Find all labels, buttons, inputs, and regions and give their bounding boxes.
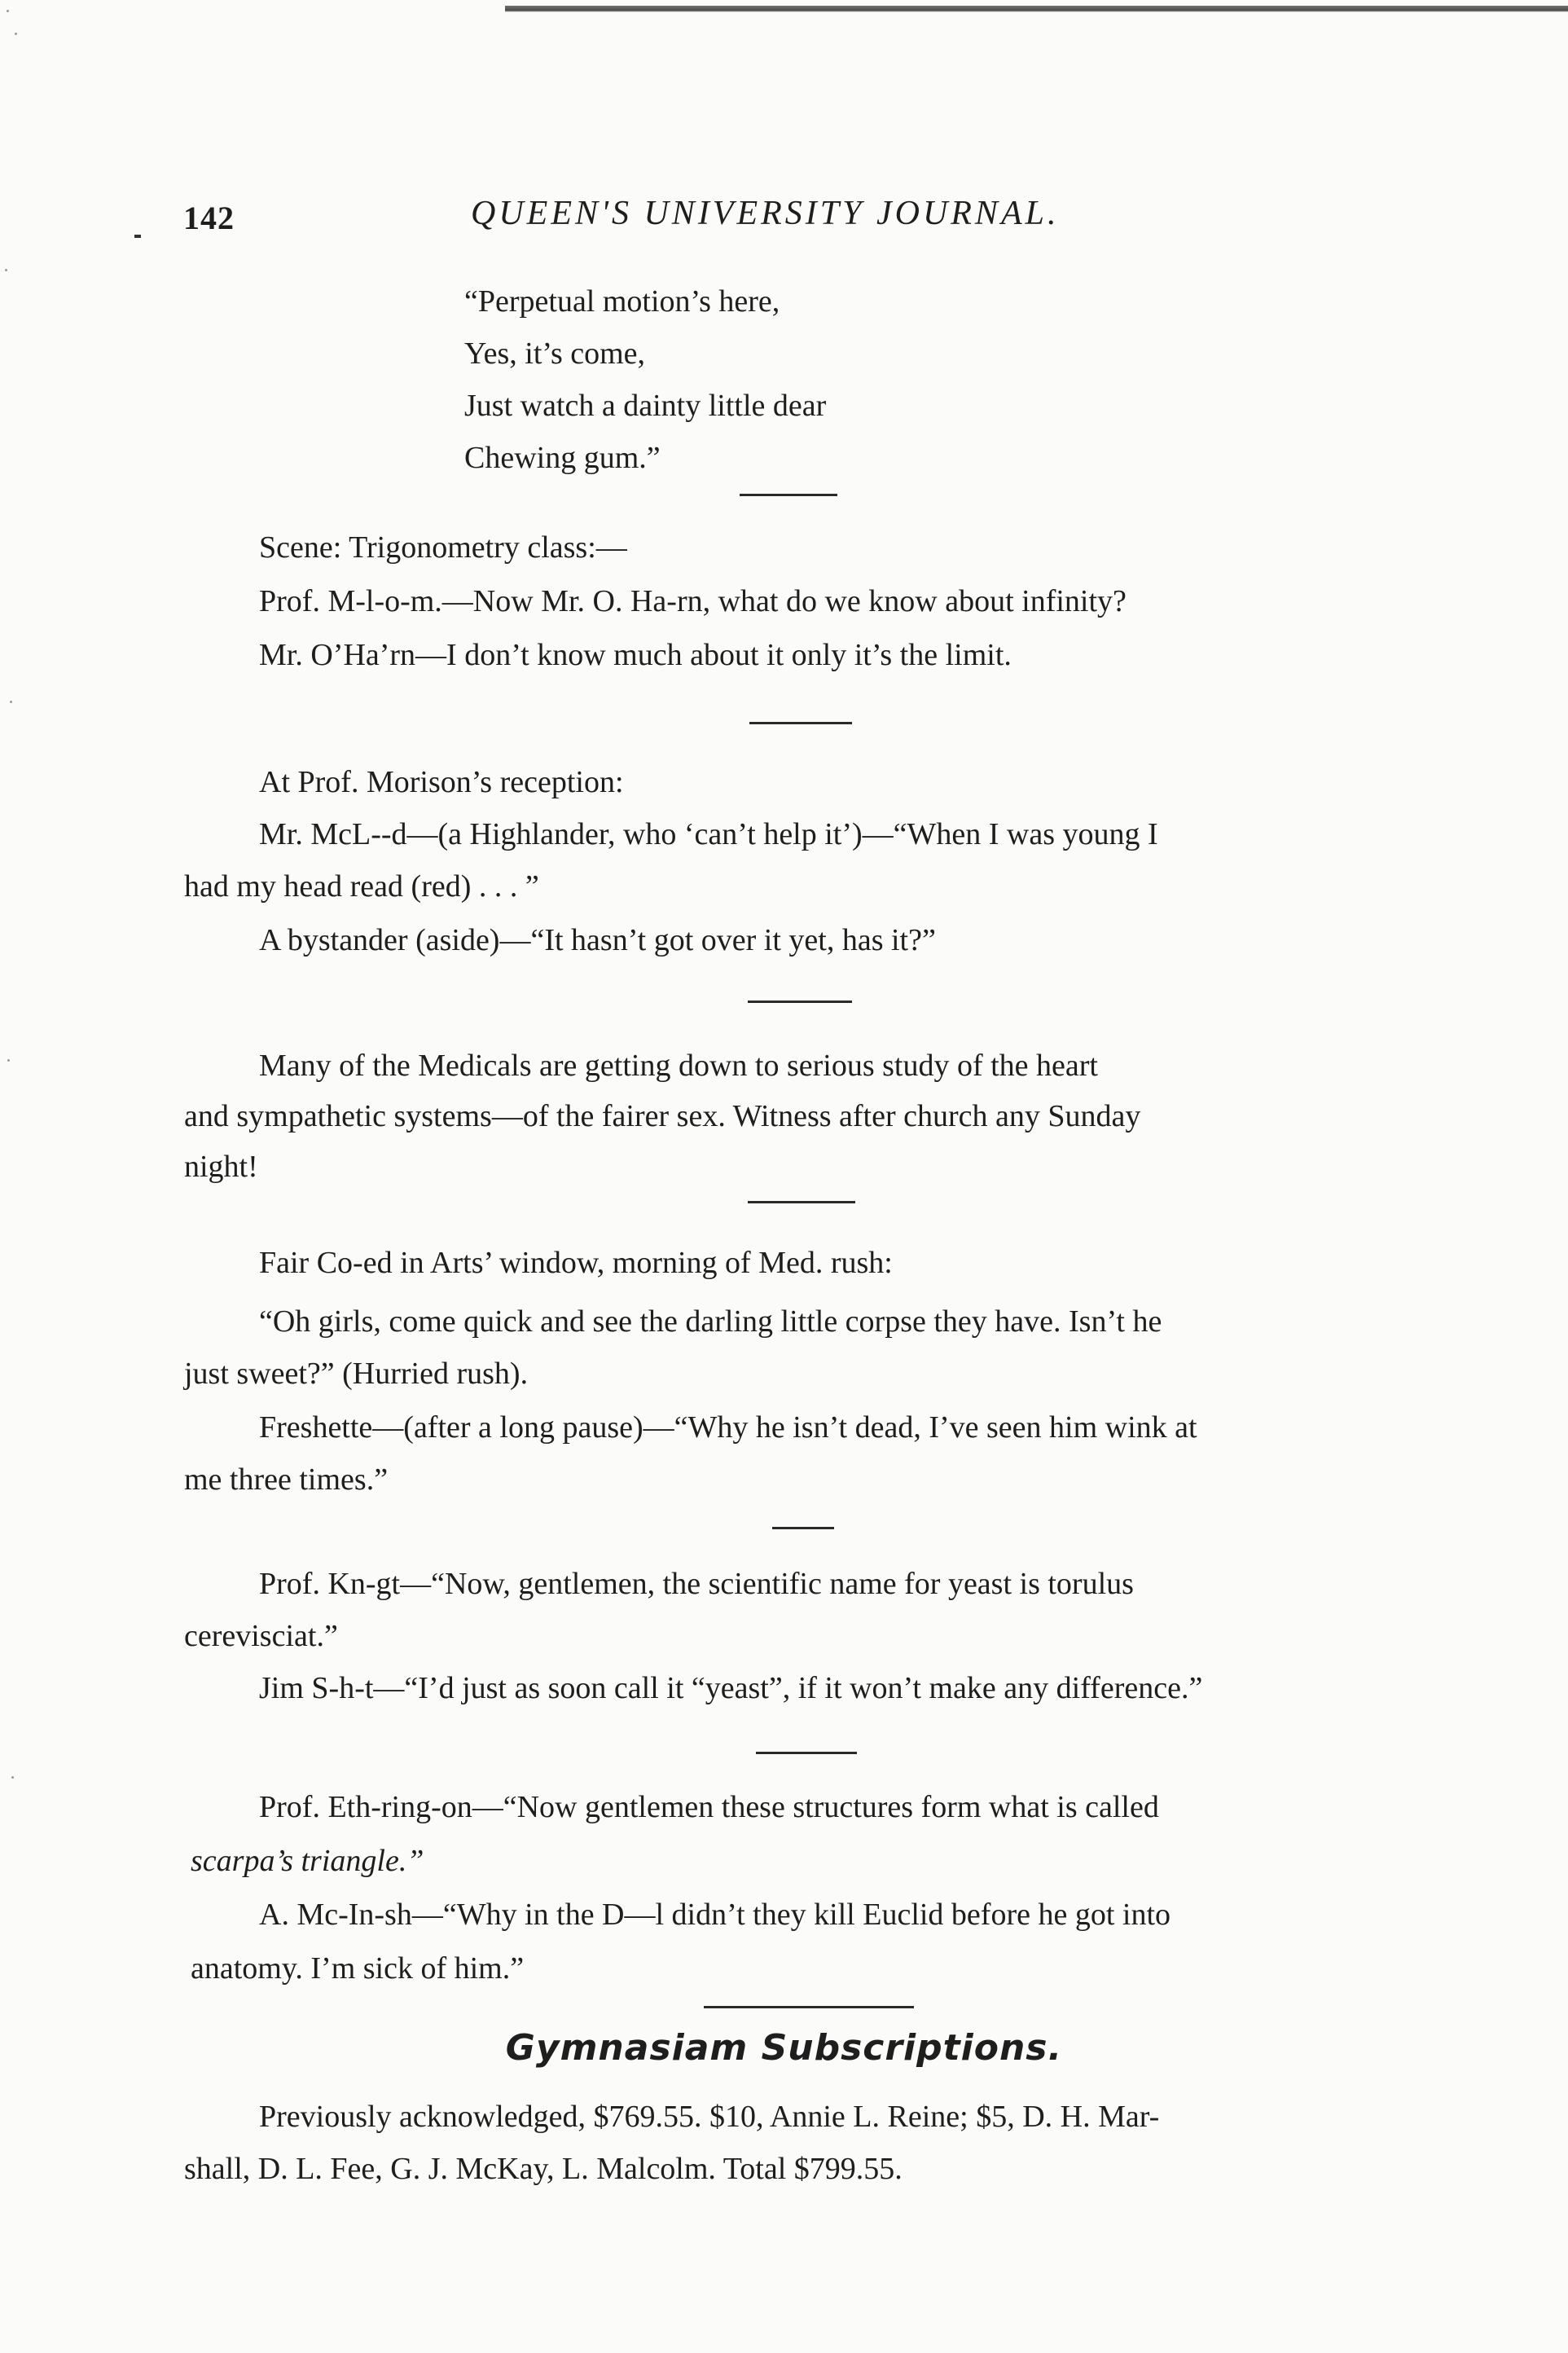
yeast-jim: Jim S-h-t—“I’d just as soon call it “yeast”, if it won’t make any difference.” <box>259 1671 1203 1705</box>
gymnasium-subscriptions-title: Gymnasiam Subscriptions. <box>505 2027 1063 2069</box>
subscriptions-line-2: shall, D. L. Fee, G. J. McKay, L. Malcolm. Total $799.55. <box>184 2152 903 2186</box>
separator-rule <box>748 1001 852 1003</box>
coed-exclaim-line-1: “Oh girls, come quick and see the darling little corpse they have. Isn’t he <box>259 1304 1162 1339</box>
poem-line: Yes, it’s come, <box>464 336 646 371</box>
page-top-edge-line <box>505 3 1568 15</box>
trig-prof-question: Prof. M-l-o-m.—Now Mr. O. Ha-rn, what do we know about infinity? <box>259 584 1127 618</box>
yeast-prof-line-2: cerevisciat.” <box>184 1619 338 1653</box>
separator-rule <box>704 2006 914 2008</box>
yeast-prof-line-1: Prof. Kn-gt—“Now, gentlemen, the scientific name for yeast is torulus <box>259 1567 1134 1601</box>
separator-rule <box>740 494 837 496</box>
subscriptions-line-1: Previously acknowledged, $769.55. $10, Annie L. Reine; $5, D. H. Mar- <box>259 2100 1160 2134</box>
triangle-mcinsh-line-2: anatomy. I’m sick of him.” <box>191 1951 525 1986</box>
medicals-line-2: and sympathetic systems—of the fairer sex. Witness after church any Sunday <box>184 1099 1141 1133</box>
reception-bystander: A bystander (aside)—“It hasn’t got over it yet, has it?” <box>259 923 936 957</box>
running-head: QUEEN'S UNIVERSITY JOURNAL. <box>471 195 1060 232</box>
triangle-prof-line-2: scarpa’s triangle.” <box>191 1844 424 1878</box>
stray-mark <box>134 235 141 238</box>
coed-exclaim-line-2: just sweet?” (Hurried rush). <box>184 1357 529 1391</box>
separator-rule <box>756 1752 857 1754</box>
triangle-mcinsh-line-1: A. Mc-In-sh—“Why in the D—l didn’t they kill Euclid before he got into <box>259 1898 1171 1932</box>
reception-mcl-line-1: Mr. McL--d—(a Highlander, who ‘can’t help it’)—“When I was young I <box>259 817 1158 851</box>
reception-mcl-line-2: had my head read (red) . . . ” <box>184 869 539 904</box>
poem-line: Just watch a dainty little dear <box>464 389 827 423</box>
page-number: 142 <box>183 200 235 236</box>
triangle-prof-line-1: Prof. Eth-ring-on—“Now gentlemen these structures form what is called <box>259 1790 1159 1824</box>
trig-reply: Mr. O’Ha’rn—I don’t know much about it only it’s the limit. <box>259 638 1012 672</box>
chewing-gum-poem <box>464 275 826 484</box>
trig-scene: Scene: Trigonometry class:— <box>259 530 627 565</box>
coed-intro: Fair Co-ed in Arts’ window, morning of Med. rush: <box>259 1246 893 1280</box>
medicals-line-3: night! <box>184 1150 258 1184</box>
scan-edge-specks <box>0 0 33 2353</box>
poem-line: “Perpetual motion’s here, <box>464 284 780 319</box>
separator-rule <box>749 722 852 724</box>
freshette-line-1: Freshette—(after a long pause)—“Why he isn’t dead, I’ve seen him wink at <box>259 1410 1197 1445</box>
separator-rule <box>748 1201 855 1203</box>
poem-line: Chewing gum.” <box>464 441 661 475</box>
page-header <box>0 194 1568 251</box>
freshette-line-2: me three times.” <box>184 1462 389 1497</box>
separator-rule <box>772 1527 834 1529</box>
medicals-line-1: Many of the Medicals are getting down to serious study of the heart <box>259 1049 1098 1083</box>
reception-intro: At Prof. Morison’s reception: <box>259 765 624 799</box>
